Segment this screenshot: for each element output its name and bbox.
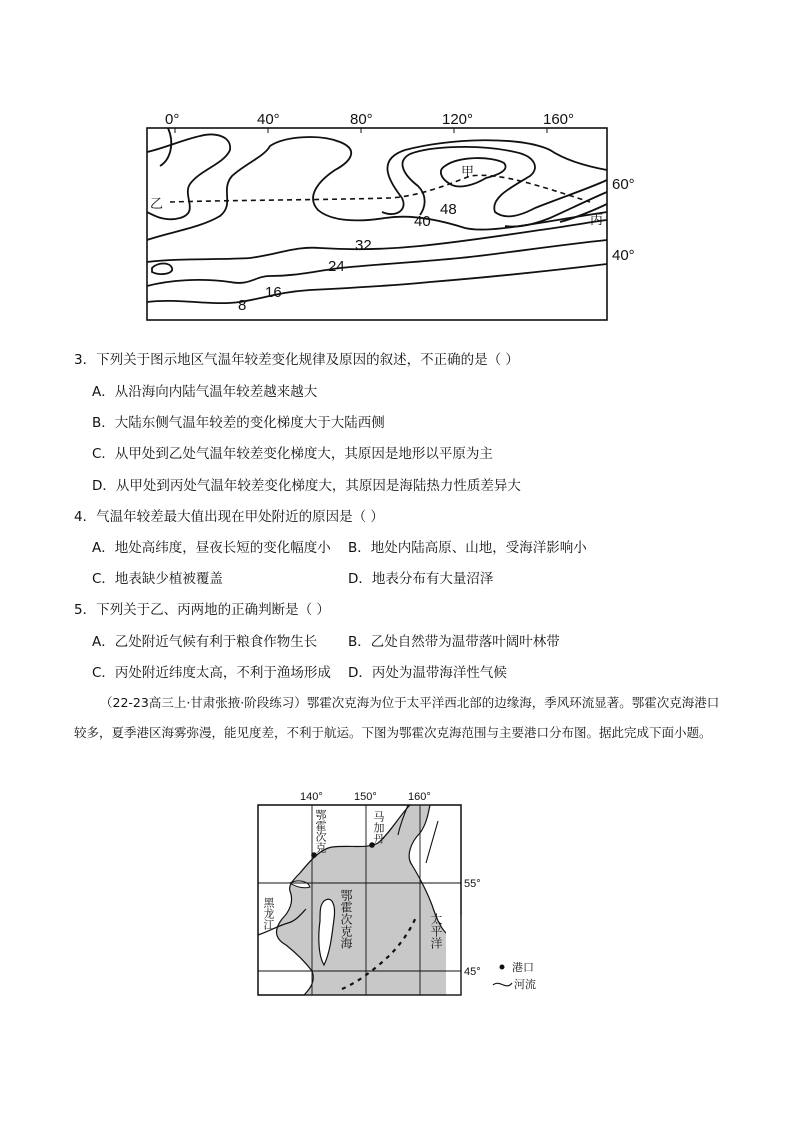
place-label-yi: 乙 [150,196,164,211]
lat-label: 40° [612,247,635,264]
question-3-option-a: A．从沿海向内陆气温年较差越来越大 [92,384,318,400]
question-3-option-c: C．从甲处到乙处气温年较差变化梯度大，其原因是地形以平原为主 [92,446,493,462]
question-3-option-d: D．从甲处到丙处气温年较差变化梯度大，其原因是海陆热力性质差异大 [92,478,521,494]
river-label: 黑龙江 [262,897,274,930]
contour-label-16: 16 [265,284,282,301]
lon-label: 80° [350,111,373,128]
question-5-option-d: D．丙处为温带海洋性气候 [348,665,507,681]
transect-line [170,175,590,202]
question-4-stem: 4．气温年较差最大值出现在甲处附近的原因是（ ） [74,509,384,525]
question-5-option-c: C．丙处附近纬度太高，不利于渔场形成 [92,665,331,681]
sea-label: 鄂霍次克海 [339,889,353,949]
map2-pacific [446,915,461,995]
question-3-stem: 3．下列关于图示地区气温年较差变化规律及原因的叙述，不正确的是（ ） [74,352,519,368]
isoline-loop-sw [152,264,172,275]
port-okhotsk-label: 鄂霍次克 [314,809,326,853]
legend-port-icon [500,965,505,970]
contour-label-40: 40 [414,213,431,230]
map2-lat-label: 45° [464,966,481,978]
contour-label-8: 8 [238,297,247,314]
lon-label: 0° [165,111,180,128]
contour-label-32: 32 [355,237,372,254]
legend-river-icon [493,983,512,986]
map2-lon-label: 160° [408,791,431,803]
question-4-option-c: C．地表缺少植被覆盖 [92,571,223,587]
question-5-stem: 5．下列关于乙、丙两地的正确判断是（ ） [74,602,330,618]
isoline-24 [147,220,607,262]
isoline-16 [147,240,607,286]
lon-label: 40° [257,111,280,128]
okhotsk-sea-map [250,785,550,1000]
question-3-option-b: B．大陆东侧气温年较差的变化梯度大于大陆西侧 [92,415,385,431]
map2-lon-label: 150° [354,791,377,803]
lon-label: 120° [442,111,474,128]
contour-label-48: 48 [440,201,457,218]
isoline-8 [147,264,607,303]
isoline-32 [147,137,607,240]
place-label-jia: 甲 [461,164,475,179]
question-4-option-b: B．地处内陆高原、山地，受海洋影响小 [348,540,587,556]
map2-lon-label: 140° [300,791,323,803]
isolines [147,128,607,303]
question-4-option-a: A．地处高纬度，昼夜长短的变化幅度小 [92,540,331,556]
legend-river-label: 河流 [514,979,536,991]
temperature-range-map [120,100,640,332]
port-okhotsk-marker [311,852,317,858]
map2-lat-label: 55° [464,878,481,890]
question-4-option-d: D．地表分布有大量沼泽 [348,571,494,587]
lat-label: 60° [612,176,635,193]
question-5-option-a: A．乙处附近气候有利于粮食作物生长 [92,634,318,650]
contour-label-24: 24 [328,258,345,275]
question-5-option-b: B．乙处自然带为温带落叶阔叶林带 [348,634,560,650]
passage-intro-text: （22-23高三上·甘肃张掖·阶段练习）鄂霍次克海为位于太平洋西北部的边缘海，季风环流显著。鄂霍次克海港口较多，夏季港区海雾弥漫，能见度差，不利于航运。下图为鄂霍次克海范围与主要港口分布图。据此完成下面小题。 [74,695,720,740]
passage-intro [74,688,726,748]
port-magadan-label: 马加丹 [372,811,384,844]
lon-label: 160° [543,111,575,128]
place-label-bing: 丙 [590,212,604,227]
legend-port-label: 港口 [512,962,534,974]
ocean-label: 太平洋 [429,913,443,949]
